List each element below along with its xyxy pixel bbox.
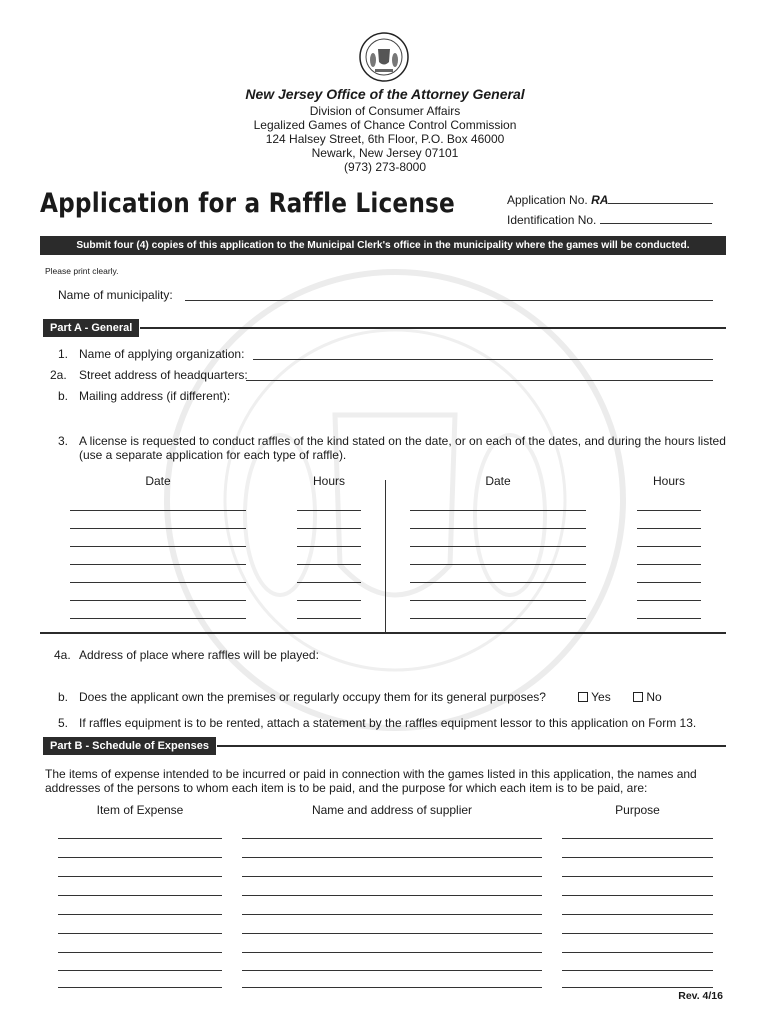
supplier-input[interactable] <box>242 914 542 915</box>
hours-input[interactable] <box>297 582 361 583</box>
print-note: Please print clearly. <box>45 266 119 276</box>
date-input[interactable] <box>410 564 586 565</box>
agency-address-line-3: 124 Halsey Street, 6th Floor, P.O. Box 46000 <box>265 132 505 146</box>
item-of-expense-header: Item of Expense <box>96 803 184 817</box>
identification-number-field[interactable] <box>507 211 712 227</box>
q4a-number: 4a. <box>54 648 71 662</box>
part-b-intro-line-1: The items of expense intended to be incurred or paid in connection with the games listed in this application, the names and <box>45 767 697 781</box>
hours-input[interactable] <box>637 600 701 601</box>
date-input[interactable] <box>70 618 246 619</box>
schedule-bottom-rule <box>40 632 726 634</box>
q3-text-line-2: (use a separate application for each type of raffle). <box>79 448 347 462</box>
submission-banner: Submit four (4) copies of this application to the Municipal Clerk's office in the municipality where the games will be conducted. <box>40 236 726 255</box>
hours-input[interactable] <box>297 600 361 601</box>
expense-item-input[interactable] <box>58 838 222 839</box>
purpose-input[interactable] <box>562 914 713 915</box>
date-input[interactable] <box>70 600 246 601</box>
date-input[interactable] <box>70 546 246 547</box>
purpose-input[interactable] <box>562 952 713 953</box>
purpose-input[interactable] <box>562 987 713 988</box>
expense-item-input[interactable] <box>58 857 222 858</box>
q5-label: If raffles equipment is to be rented, attach a statement by the raffles equipment lessor to this application on Form 13. <box>79 716 697 730</box>
purpose-input[interactable] <box>562 857 713 858</box>
purpose-input[interactable] <box>562 895 713 896</box>
date-column-header-right: Date <box>485 474 511 488</box>
part-a-rule <box>140 327 726 329</box>
date-input[interactable] <box>410 600 586 601</box>
purpose-input[interactable] <box>562 876 713 877</box>
part-b-heading: Part B - Schedule of Expenses <box>43 737 216 755</box>
state-seal-icon <box>359 32 409 82</box>
part-a-heading: Part A - General <box>43 319 139 337</box>
hours-input[interactable] <box>297 546 361 547</box>
date-input[interactable] <box>70 528 246 529</box>
purpose-input[interactable] <box>562 970 713 971</box>
municipality-label: Name of municipality: <box>58 288 173 302</box>
schedule-divider <box>385 480 386 632</box>
organization-name-input[interactable] <box>253 359 713 360</box>
agency-phone: (973) 273-8000 <box>343 160 427 174</box>
hours-input[interactable] <box>637 546 701 547</box>
date-input[interactable] <box>70 582 246 583</box>
q2a-label: Street address of headquarters: <box>79 368 248 382</box>
hours-input[interactable] <box>297 618 361 619</box>
date-column-header-left: Date <box>145 474 171 488</box>
part-b-intro-line-2: addresses of the persons to whom each item is to be paid, and the purpose for which each item is to be paid, are: <box>45 781 648 795</box>
date-input[interactable] <box>410 510 586 511</box>
purpose-input[interactable] <box>562 933 713 934</box>
revision-label: Rev. 4/16 <box>678 990 723 1002</box>
agency-address-line-1: Division of Consumer Affairs <box>309 104 461 118</box>
supplier-input[interactable] <box>242 876 542 877</box>
no-checkbox[interactable] <box>633 692 643 702</box>
hours-input[interactable] <box>637 528 701 529</box>
expense-item-input[interactable] <box>58 970 222 971</box>
no-label: No <box>646 690 662 704</box>
date-input[interactable] <box>410 528 586 529</box>
application-number-label: Application No. <box>507 193 588 207</box>
q1-label: Name of applying organization: <box>79 347 245 361</box>
no-option[interactable] <box>633 690 662 704</box>
expense-item-input[interactable] <box>58 987 222 988</box>
q2a-number: 2a. <box>50 368 67 382</box>
supplier-input[interactable] <box>242 895 542 896</box>
date-input[interactable] <box>410 618 586 619</box>
form-title: Application for a Raffle License <box>40 188 455 219</box>
part-b-rule <box>217 745 726 747</box>
municipality-input[interactable] <box>185 300 713 301</box>
hours-column-header-right: Hours <box>652 474 685 488</box>
headquarters-address-input[interactable] <box>246 380 713 381</box>
supplier-input[interactable] <box>242 857 542 858</box>
supplier-input[interactable] <box>242 970 542 971</box>
hours-input[interactable] <box>297 528 361 529</box>
q1-number: 1. <box>58 347 69 361</box>
date-input[interactable] <box>70 510 246 511</box>
date-input[interactable] <box>70 564 246 565</box>
hours-input[interactable] <box>637 618 701 619</box>
expense-item-input[interactable] <box>58 895 222 896</box>
state-seal-watermark <box>160 265 630 735</box>
supplier-header: Name and address of supplier <box>311 803 473 817</box>
hours-input[interactable] <box>297 564 361 565</box>
q4a-label: Address of place where raffles will be played: <box>79 648 319 662</box>
expense-item-input[interactable] <box>58 933 222 934</box>
application-number-prefix: RA <box>591 193 609 207</box>
q4b-label: Does the applicant own the premises or regularly occupy them for its general purposes? <box>79 690 546 704</box>
yes-label: Yes <box>591 690 611 704</box>
identification-number-label: Identification No. <box>507 213 597 227</box>
hours-input[interactable] <box>637 510 701 511</box>
q5-number: 5. <box>58 716 69 730</box>
expense-item-input[interactable] <box>58 876 222 877</box>
yes-option[interactable] <box>578 690 611 704</box>
q3-text-line-1: A license is requested to conduct raffles of the kind stated on the date, or on each of the dates, and during the hours listed <box>79 434 726 448</box>
agency-address-line-2: Legalized Games of Chance Control Commission <box>253 118 517 132</box>
hours-input[interactable] <box>297 510 361 511</box>
yes-checkbox[interactable] <box>578 692 588 702</box>
hours-input[interactable] <box>637 564 701 565</box>
date-input[interactable] <box>410 546 586 547</box>
hours-column-header-left: Hours <box>312 474 345 488</box>
hours-input[interactable] <box>637 582 701 583</box>
agency-address-line-4: Newark, New Jersey 07101 <box>311 146 459 160</box>
q2b-number: b. <box>58 389 69 403</box>
supplier-input[interactable] <box>242 933 542 934</box>
q2b-label: Mailing address (if different): <box>79 389 231 403</box>
q4b-number: b. <box>58 690 69 704</box>
date-input[interactable] <box>410 582 586 583</box>
expense-item-input[interactable] <box>58 952 222 953</box>
purpose-header: Purpose <box>615 803 660 817</box>
purpose-input[interactable] <box>562 838 713 839</box>
supplier-input[interactable] <box>242 987 542 988</box>
application-number-field[interactable] <box>507 191 713 207</box>
expense-item-input[interactable] <box>58 914 222 915</box>
agency-name: New Jersey Office of the Attorney General <box>245 86 525 102</box>
q3-number: 3. <box>58 434 69 448</box>
supplier-input[interactable] <box>242 838 542 839</box>
supplier-input[interactable] <box>242 952 542 953</box>
